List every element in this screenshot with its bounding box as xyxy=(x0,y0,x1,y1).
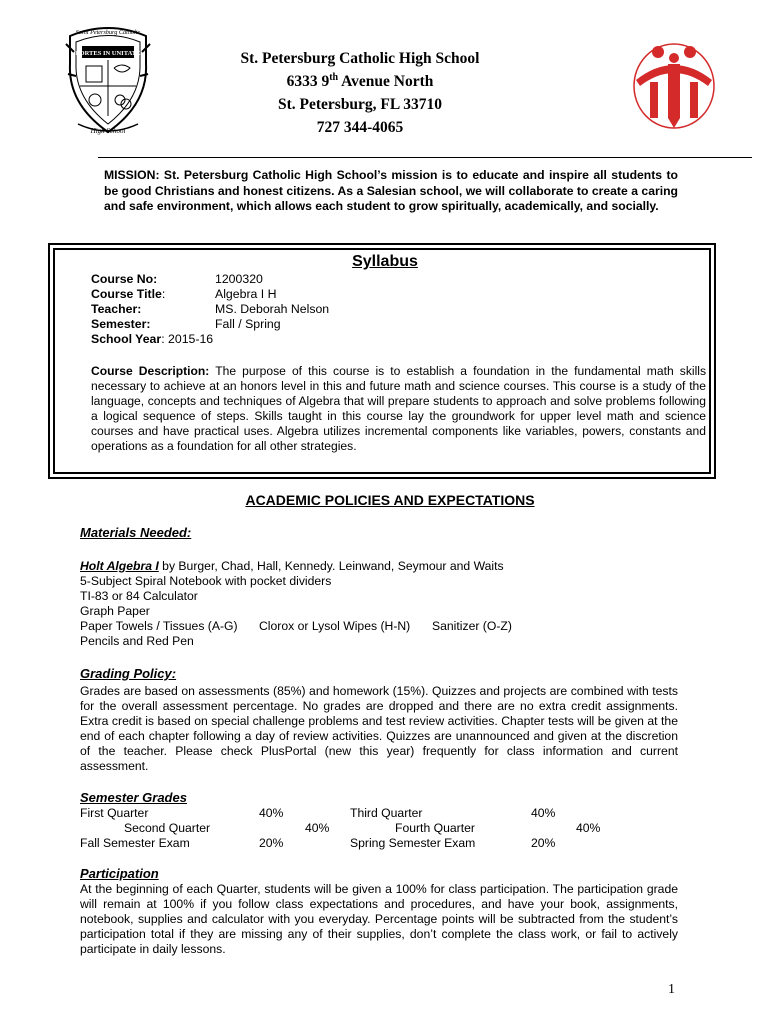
course-no-value: 1200320 xyxy=(215,272,263,286)
textbook-line: Holt Algebra I by Burger, Chad, Hall, Kennedy. Leinwand, Seymour and Waits xyxy=(80,559,504,573)
semester-value: Fall / Spring xyxy=(215,317,281,331)
school-year: School Year: 2015-16 xyxy=(91,332,214,346)
grade-label: Fourth Quarter xyxy=(395,821,475,835)
school-phone: 727 344-4065 xyxy=(316,119,404,136)
semester-label: Semester: xyxy=(91,317,151,331)
semester-grades-heading: Semester Grades xyxy=(80,790,187,805)
seal-top-text: Saint Petersburg Catholic xyxy=(75,29,141,36)
seal-motto: FORTES IN UNITATE xyxy=(75,50,141,57)
supply-item: Paper Towels / Tissues (A-G) xyxy=(80,619,238,633)
course-description: Course Description: The purpose of this course is to establish a foundation in the fundamental math skills necessary to achieve at an honors level in this and future math and science courses. This course is a study of the language, concepts and techniques of Algebra that will prepare students to approach and solve problems following a logical sequence of steps. Skills taught in this course lay the groundwork for upper level math and science courses and have practical uses. Algebra utilizes incremental components like variables, powers, constants and operations as a foundation for all other strategies. xyxy=(91,364,706,453)
syllabus-title: Syllabus xyxy=(352,253,418,270)
school-address-street: 6333 9th Avenue North xyxy=(286,71,434,90)
teacher-label: Teacher: xyxy=(91,302,142,316)
materials-item: Pencils and Red Pen xyxy=(80,634,194,648)
grade-label: First Quarter xyxy=(80,806,149,820)
grade-label: Second Quarter xyxy=(124,821,211,835)
seal-bottom-text: High School xyxy=(90,127,126,135)
grade-value: 40% xyxy=(531,806,556,820)
grade-label: Fall Semester Exam xyxy=(80,836,190,850)
supply-item: Sanitizer (O-Z) xyxy=(432,619,512,633)
course-title-label: Course Title: xyxy=(91,287,166,301)
materials-item: 5-Subject Spiral Notebook with pocket dividers xyxy=(80,574,332,588)
materials-item: TI-83 or 84 Calculator xyxy=(80,589,198,603)
grade-value: 20% xyxy=(531,836,556,850)
grading-policy-text: Grades are based on assessments (85%) and homework (15%). Quizzes and projects are combined with tests for the overall assessment percentage. No grades are dropped and there are no extra credit assignments. Extra credit is based on special challenge problems and test review activities. Chapter tests will be given at the end of each chapter following a day of review activities. Quizzes are unannounced and given at the discretion of the teacher. Please check PlusPortal (new this year) frequently for class information and current assessment. xyxy=(80,684,678,773)
policies-title: ACADEMIC POLICIES AND EXPECTATIONS xyxy=(245,492,535,508)
grading-heading: Grading Policy: xyxy=(80,666,177,681)
grade-value: 40% xyxy=(305,821,330,835)
grade-value: 20% xyxy=(259,836,284,850)
grade-value: 40% xyxy=(259,806,284,820)
course-no-label: Course No: xyxy=(91,272,158,286)
participation-heading: Participation xyxy=(80,866,159,881)
materials-item: Graph Paper xyxy=(80,604,150,618)
teacher-value: MS. Deborah Nelson xyxy=(215,302,330,316)
school-name: St. Petersburg Catholic High School xyxy=(240,50,480,67)
school-seal-logo xyxy=(64,24,152,136)
participation-text: At the beginning of each Quarter, students will be given a 100% for class participation. The participation grade will remain at 100% if you follow class expectations and procedures, and have your book, assignments, notebook, supplies and calculator with you everyday. Percentage points will be subtracted from the student’s participation total if they are missing any of their supplies, don’t complete the class work, or fail to actively participate in daily lessons. xyxy=(80,882,678,956)
course-title-value: Algebra I H xyxy=(215,287,277,301)
materials-heading: Materials Needed: xyxy=(80,525,192,540)
school-address-city: St. Petersburg, FL 33710 xyxy=(277,96,443,113)
grade-value: 40% xyxy=(576,821,601,835)
header-divider xyxy=(98,157,752,158)
mission-statement: MISSION: St. Petersburg Catholic High School’s mission is to educate and inspire all students to be good Christians and honest citizens. As a Salesian school, we will collaborate to create a caring and safe environment, which allows each student to grow spiritually, academically, and socially. xyxy=(104,168,678,213)
supply-item: Clorox or Lysol Wipes (H-N) xyxy=(259,619,411,633)
grade-label: Spring Semester Exam xyxy=(350,836,476,850)
grade-label: Third Quarter xyxy=(350,806,423,820)
page-number: 1 xyxy=(668,982,675,997)
school-header xyxy=(150,47,570,139)
salesian-logo xyxy=(632,38,716,130)
